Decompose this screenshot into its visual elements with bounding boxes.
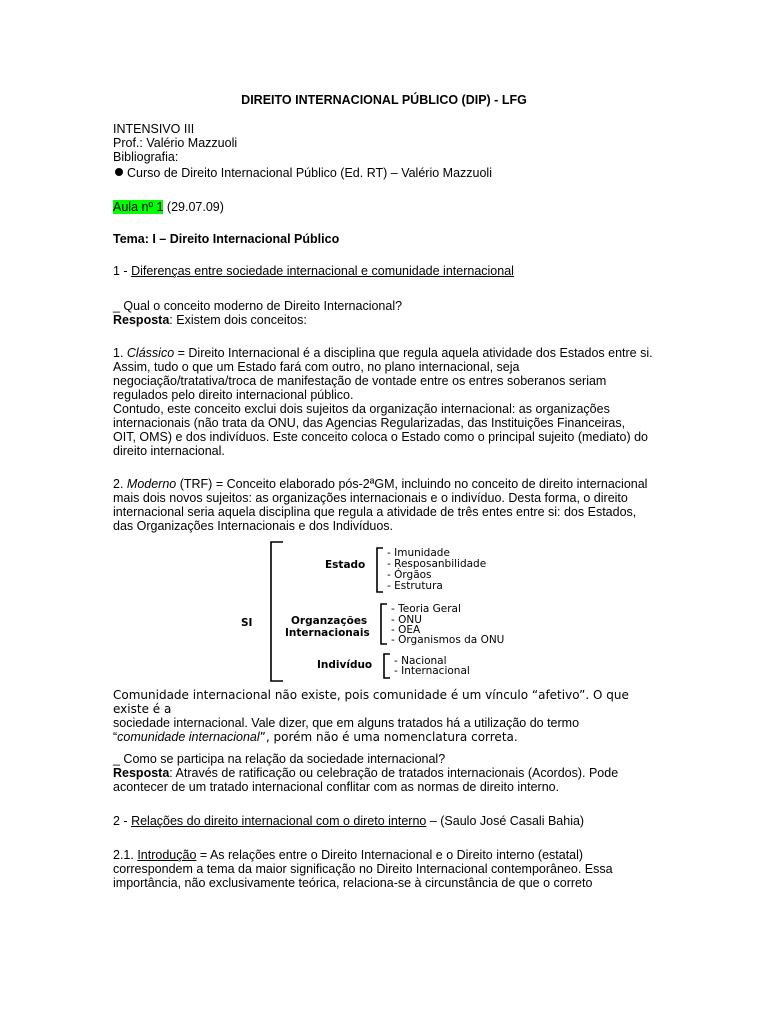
- bibliography-heading: Bibliografia:: [113, 150, 179, 164]
- diagram-org-label-line2: Internacionais: [285, 627, 370, 639]
- diagram-org-item: - OEA: [391, 624, 421, 636]
- lesson-date: (29.07.09): [163, 200, 224, 214]
- lesson-label: Aula nº 1: [113, 200, 164, 214]
- lesson-line: [113, 200, 663, 214]
- answer-text: : Através de ratificação ou celebração de tratados internacionais (Acordos). Pode: [169, 766, 619, 780]
- section-term: Introdução: [137, 848, 197, 862]
- paragraph-line: importância, não exclusivamente teórica, relaciona-se à circunstância de que o correto: [113, 876, 593, 890]
- estado-bracket: [377, 548, 383, 592]
- paragraph-line: regulados pelo direito internacional público.: [113, 388, 354, 402]
- theme-heading: Tema: I – Direito Internacional Público: [113, 232, 340, 246]
- paragraph-line: internacional seria aquela disciplina que regula a atividade de três entes entre si: dos Estados,: [113, 505, 637, 519]
- quote-mark: “: [113, 730, 118, 744]
- italic-term: comunidade internacional: [117, 730, 260, 744]
- diagram-estado-item: - Resposanbilidade: [387, 558, 487, 570]
- diagram-org-item: - Teoria Geral: [391, 603, 461, 615]
- paragraph-line: direito internacional.: [113, 444, 225, 458]
- bibliography-text: Curso de Direito Internacional Público (Ed. RT) – Valério Mazzuoli: [127, 166, 492, 180]
- paragraph-line: acontecer de um tratado internacional conflitar com as normas de direito interno.: [113, 780, 560, 794]
- diagram-individuo-label: Indivíduo: [317, 659, 373, 671]
- diagram-estado-item: - Órgãos: [387, 569, 432, 581]
- paragraph-line: internacionais (não trata da ONU, das Agencias Regularizadas, das Instituições Financeiras,: [113, 416, 626, 430]
- paragraph-line: [113, 848, 663, 862]
- item-term: Clássico: [126, 346, 175, 360]
- professor-line: Prof.: Valério Mazzuoli: [113, 136, 238, 150]
- section-2-heading: [113, 814, 663, 828]
- section-number: 2 -: [113, 814, 132, 828]
- diagram-root-label: SI: [241, 617, 253, 629]
- answer-2: [113, 766, 663, 794]
- diagram-org-label-line1: Organzações: [291, 615, 368, 627]
- paragraph-comunidade: [113, 688, 663, 744]
- answer-text: : Existem dois conceitos:: [169, 313, 307, 327]
- question-1: _ Qual o conceito moderno de Direito Internacional?: [113, 299, 403, 313]
- question-2: _ Como se participa na relação da sociedade internacional?: [113, 752, 446, 766]
- paragraph-line: Comunidade internacional não existe, pois comunidade é um vínculo “afetivo”. O que existe é a: [113, 688, 629, 716]
- item-number: 2.: [113, 477, 127, 491]
- course-name: INTENSIVO III: [113, 122, 195, 136]
- answer-label: Resposta: [113, 766, 170, 780]
- paragraph-line: correspondem a tema da maior significação no Direito Internacional contemporâneo. Essa: [113, 862, 613, 876]
- paragraph-classico: [113, 346, 663, 458]
- diagram-estado-item: - Imunidade: [387, 547, 450, 559]
- paragraph-line: Contudo, este conceito exclui dois sujeitos da organização internacional: as organizações: [113, 402, 610, 416]
- section-number: 1 -: [113, 264, 132, 278]
- answer-1: [113, 313, 663, 327]
- bibliography-item: [113, 166, 663, 180]
- diagram-estado-label: Estado: [325, 559, 366, 571]
- diagram-org-item: - Organismos da ONU: [391, 634, 505, 646]
- line-text: ”, porém não é uma nomenclatura correta.: [259, 730, 518, 744]
- paragraph-line: [113, 730, 663, 744]
- section-author: – (Saulo José Casali Bahia): [426, 814, 585, 828]
- paragraph-moderno: [113, 477, 663, 533]
- diagram-estado-item: - Estrutura: [387, 580, 443, 592]
- paragraph-line: [113, 346, 663, 360]
- diagram-org-item: - ONU: [391, 614, 422, 626]
- paragraph-line: [113, 766, 663, 780]
- paragraph-line: [113, 477, 663, 491]
- paragraph-line: negociação/tratativa/troca de manifestação de vontade entre os entres soberanos seriam: [113, 374, 607, 388]
- item-term: Moderno: [126, 477, 177, 491]
- paragraph-line: OIT, OMS) e dos indivíduos. Este conceito coloca o Estado como o principal sujeito (mediato) do: [113, 430, 648, 444]
- document-title: DIREITO INTERNACIONAL PÚBLICO (DIP) - LFG: [241, 93, 527, 107]
- diagram-individuo-item: - Nacional: [394, 655, 447, 667]
- line-text: = As relações entre o Direito Internacional e o Direito interno (estatal): [196, 848, 584, 862]
- main-bracket: [271, 542, 283, 681]
- answer-label: Resposta: [113, 313, 170, 327]
- section-1-heading: [113, 264, 663, 278]
- line-text: = Direito Internacional é a disciplina que regula aquela atividade dos Estados entre si.: [174, 346, 653, 360]
- section-title: Relações do direito internacional com o direto interno: [131, 814, 427, 828]
- bullet-icon: [115, 168, 123, 176]
- section-title: Diferenças entre sociedade internacional e comunidade internacional: [131, 264, 514, 278]
- paragraph-line: mais dois novos sujeitos: as organizações internacionais e o indivíduo. Desta forma, o direito: [113, 491, 628, 505]
- paragraph-line: das Organizações Internacionais e dos Indivíduos.: [113, 519, 394, 533]
- paragraph-line: sociedade internacional. Vale dizer, que em alguns tratados há a utilização do termo: [113, 716, 580, 730]
- org-bracket: [381, 604, 387, 644]
- item-number: 1.: [113, 346, 127, 360]
- section-2-1: [113, 848, 663, 890]
- paragraph-line: Assim, tudo o que um Estado fará com outro, no plano internacional, seja: [113, 360, 520, 374]
- si-diagram: [225, 540, 555, 685]
- section-number: 2.1.: [113, 848, 138, 862]
- diagram-individuo-item: - Internacional: [394, 665, 470, 677]
- line-text: (TRF) = Conceito elaborado pós-2ªGM, incluindo no conceito de direito internacional: [176, 477, 648, 491]
- individuo-bracket: [384, 654, 390, 678]
